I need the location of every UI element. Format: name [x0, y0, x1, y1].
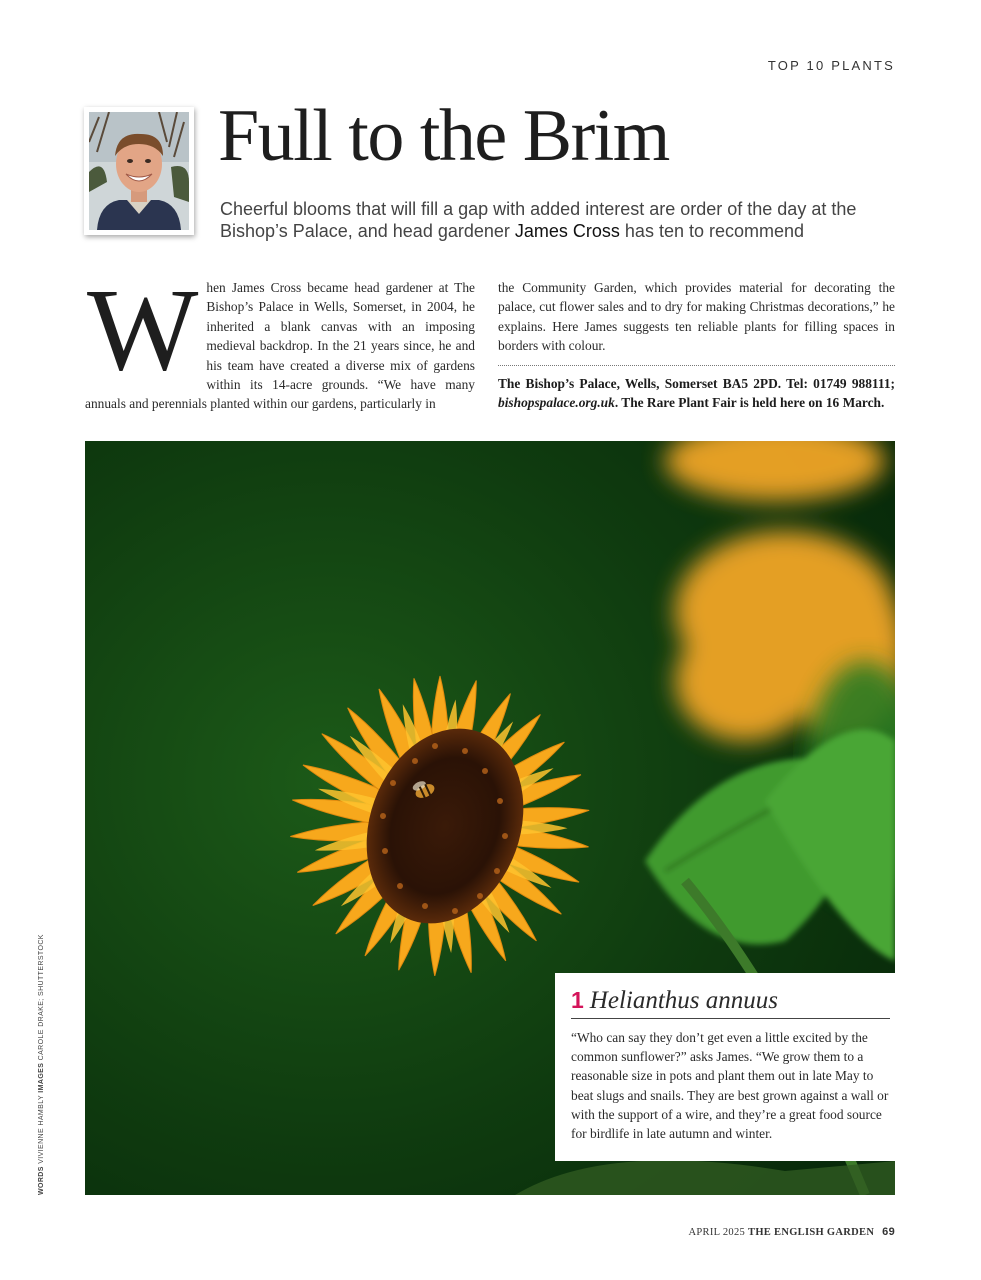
- author-name: James Cross: [514, 221, 620, 241]
- website-link[interactable]: bishopspalace.org.uk: [498, 395, 615, 411]
- plant-name: Helianthus annuus: [589, 987, 778, 1014]
- plant-description: “Who can say they don’t get even a little excited by the common sunflower?” asks James. “We grow them to a reasonable size in pots and plant them out in late May to beat slugs and snails. They are best grown against a wall or with the support of a wire, and they’re a great food source for birdlife in late autumn and winter.: [571, 1030, 889, 1142]
- plant-heading: [571, 987, 890, 1019]
- intro-column-right: [498, 278, 895, 412]
- standfirst-text: Cheerful blooms that will fill a gap with added interest are order of the day at the Bishop’s Palace, and head gardener: [220, 199, 857, 241]
- words-credit: VIVIENNE HAMBLY: [38, 1092, 45, 1167]
- plant-caption: [555, 973, 895, 1161]
- issue-date: APRIL 2025: [688, 1227, 746, 1238]
- intro-column-left: [85, 264, 475, 414]
- words-label: WORDS: [38, 1166, 45, 1195]
- page-footer: [689, 1226, 895, 1238]
- intro-text-right: the Community Garden, which provides material for decorating the palace, cut flower sales and to dry for making Christmas decorations,” he explains. Here James suggests ten reliable plants for filling spaces in borders with colour.: [498, 280, 895, 354]
- standfirst-text-end: has ten to recommend: [619, 221, 805, 241]
- gardener-photo: [89, 112, 189, 230]
- images-label: IMAGES: [38, 1062, 45, 1093]
- visitor-address: The Bishop’s Palace, Wells, Somerset BA5 2PD. Tel: 01749 988111;: [498, 375, 895, 391]
- magazine-name: THE ENGLISH GARDEN: [748, 1227, 875, 1238]
- page-number: 69: [882, 1226, 895, 1238]
- visitor-info: [498, 374, 895, 413]
- intro-text-left: hen James Cross became head gardener at The Bishop’s Palace in Wells, Somerset, in 2004, he inherited a blank canvas with an imposing medieval backdrop. In the 21 years since, he and his team have created a diverse mix of gardens within its 14-acre grounds. “We have many annuals and perennials planted within our gardens, particularly in: [85, 280, 475, 412]
- standfirst: [220, 198, 900, 242]
- photo-credits: [38, 935, 45, 1195]
- images-credit: CAROLE DRAKE; SHUTTERSTOCK: [38, 934, 45, 1063]
- author-portrait: [84, 107, 194, 235]
- event-note: . The Rare Plant Fair is held here on 16 March.: [614, 395, 885, 411]
- dotted-divider: [498, 365, 895, 366]
- page-title: Full to the Brim: [218, 95, 669, 177]
- drop-cap: W: [87, 264, 199, 395]
- plant-number: 1: [571, 987, 584, 1013]
- section-tag: TOP 10 PLANTS: [767, 58, 895, 73]
